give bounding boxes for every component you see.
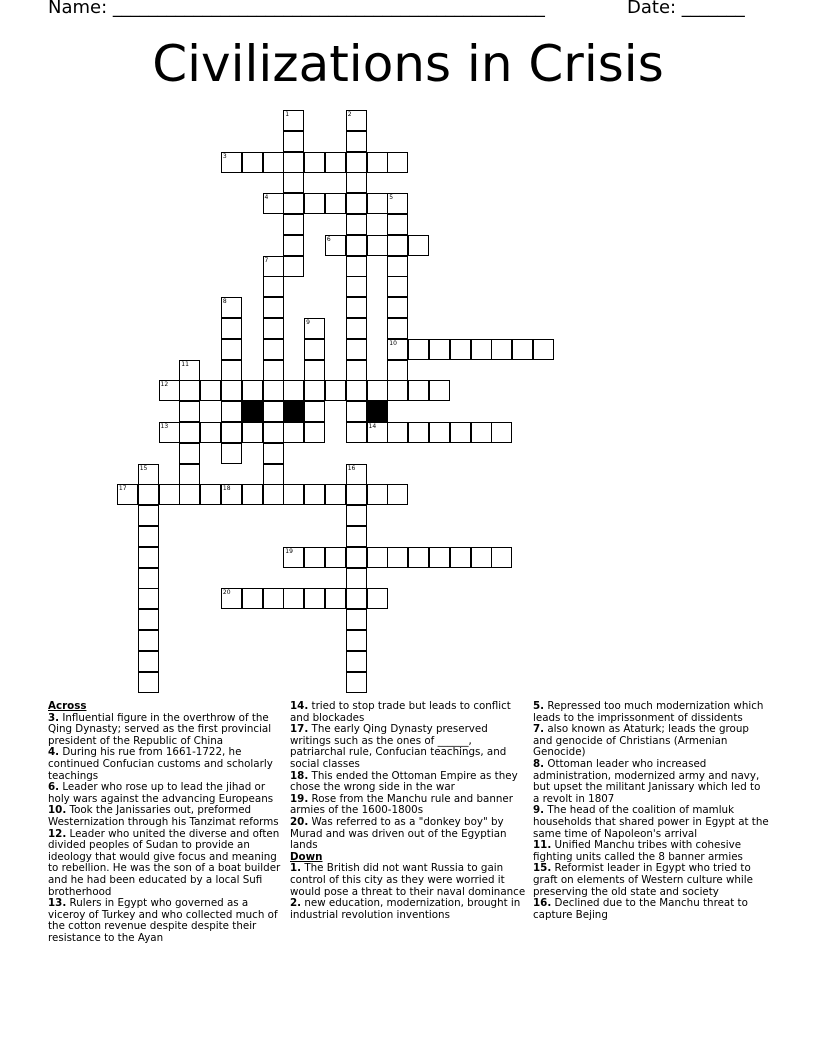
- clue-number: 2.: [290, 897, 302, 910]
- answer-cell[interactable]: [179, 360, 200, 381]
- down-clue: [533, 759, 769, 805]
- answer-cell[interactable]: [346, 651, 367, 672]
- clue-number: 5: [389, 194, 394, 202]
- answer-cell[interactable]: [346, 152, 367, 173]
- across-clue: [48, 782, 284, 805]
- answer-cell[interactable]: [325, 484, 346, 505]
- answer-cell[interactable]: [221, 380, 242, 401]
- clue-text: tried to stop trade but leads to conflict and blockades: [290, 700, 511, 724]
- date-field-label: Date: _______: [627, 0, 745, 18]
- clue-number: 17: [118, 485, 127, 493]
- answer-cell[interactable]: [346, 131, 367, 152]
- answer-cell[interactable]: [221, 339, 242, 360]
- answer-cell[interactable]: [263, 297, 284, 318]
- clue-number: 13: [160, 423, 169, 430]
- answer-cell[interactable]: [138, 484, 159, 505]
- answer-cell[interactable]: [283, 152, 304, 173]
- down-clue: [533, 701, 769, 724]
- answer-cell[interactable]: [242, 484, 263, 505]
- answer-cell[interactable]: [387, 547, 408, 568]
- clue-number: 18.: [290, 769, 309, 782]
- answer-cell[interactable]: [346, 505, 367, 526]
- answer-cell[interactable]: [325, 588, 346, 609]
- answer-cell[interactable]: [283, 380, 304, 401]
- answer-cell[interactable]: [179, 484, 200, 505]
- clue-number: 14.: [290, 700, 309, 712]
- clue-number: 4.: [48, 746, 60, 759]
- answer-cell[interactable]: [408, 547, 429, 568]
- answer-cell[interactable]: [138, 526, 159, 547]
- answer-cell[interactable]: [367, 235, 388, 256]
- clue-text: The British did not want Russia to gain control of this city as they were worried it would pose a threat to their naval dominance: [290, 862, 526, 898]
- answer-cell[interactable]: [429, 547, 450, 568]
- answer-cell[interactable]: [221, 318, 242, 339]
- answer-cell[interactable]: [346, 672, 367, 693]
- clue-number: 2: [347, 111, 352, 118]
- clue-text: Influential figure in the overthrow of the Qing Dynasty; served as the first provincial president of the Republic of China: [48, 711, 272, 747]
- answer-cell[interactable]: [346, 422, 367, 443]
- down-clue: [533, 724, 769, 759]
- answer-cell[interactable]: [242, 152, 263, 173]
- answer-cell[interactable]: [221, 422, 242, 443]
- answer-cell[interactable]: [179, 380, 200, 401]
- page-title: Civilizations in Crisis: [152, 35, 664, 93]
- answer-cell[interactable]: [346, 588, 367, 609]
- answer-cell[interactable]: [304, 360, 325, 381]
- clue-number: 7.: [533, 723, 545, 736]
- answer-cell[interactable]: [179, 422, 200, 443]
- answer-cell[interactable]: [367, 380, 388, 401]
- across-clue: [290, 724, 526, 770]
- answer-cell[interactable]: [304, 152, 325, 173]
- clue-number: 12.: [48, 827, 67, 840]
- answer-cell[interactable]: [346, 401, 367, 422]
- clue-number: 9: [306, 319, 310, 326]
- answer-cell[interactable]: [304, 380, 325, 401]
- clue-number: 1.: [290, 862, 302, 875]
- answer-cell[interactable]: [325, 193, 346, 214]
- clue-number: 6.: [48, 781, 60, 794]
- answer-cell[interactable]: [179, 401, 200, 422]
- answer-cell[interactable]: [387, 297, 408, 318]
- answer-cell[interactable]: [408, 422, 429, 443]
- answer-cell[interactable]: [367, 422, 388, 443]
- clue-text: Reformist leader in Egypt who tried to graft on elements of Western culture while preserving the old state and society: [533, 862, 753, 898]
- answer-cell[interactable]: [138, 651, 159, 672]
- answer-cell[interactable]: [138, 464, 159, 485]
- answer-cell[interactable]: [283, 235, 304, 256]
- answer-cell[interactable]: [179, 464, 200, 485]
- across-clue: [48, 898, 284, 944]
- answer-cell[interactable]: [325, 380, 346, 401]
- answer-cell[interactable]: [346, 256, 367, 277]
- answer-cell[interactable]: [263, 256, 284, 277]
- answer-cell[interactable]: [263, 339, 284, 360]
- answer-cell[interactable]: [283, 131, 304, 152]
- clues-column-2: [290, 701, 526, 921]
- answer-cell[interactable]: [387, 422, 408, 443]
- clue-text: Took the Janissaries out, preformed Westernization through his Tanzimat reforms: [48, 804, 279, 828]
- answer-cell[interactable]: [304, 484, 325, 505]
- answer-cell[interactable]: [263, 443, 284, 464]
- answer-cell[interactable]: [304, 401, 325, 422]
- answer-cell[interactable]: [200, 380, 221, 401]
- clue-number: 13.: [48, 897, 67, 910]
- answer-cell[interactable]: [346, 110, 367, 131]
- clue-section-heading: Across: [48, 700, 87, 712]
- answer-cell[interactable]: [387, 484, 408, 505]
- clue-text: Rose from the Manchu rule and banner armies of the 1600-1800s: [290, 792, 513, 817]
- answer-cell[interactable]: [221, 401, 242, 422]
- answer-cell[interactable]: [471, 547, 492, 568]
- down-clue: [533, 863, 769, 898]
- answer-cell[interactable]: [159, 380, 180, 401]
- across-clue: [290, 817, 526, 852]
- clue-number: 8.: [533, 757, 545, 770]
- answer-cell[interactable]: [263, 193, 284, 214]
- clue-text: Ottoman leader who increased administration, modernized army and navy, but upset the militant Janissary which led to a revolt in 1807: [533, 757, 761, 805]
- answer-cell[interactable]: [346, 276, 367, 297]
- answer-cell[interactable]: [387, 318, 408, 339]
- answer-cell[interactable]: [408, 380, 429, 401]
- answer-cell[interactable]: [263, 318, 284, 339]
- answer-cell[interactable]: [346, 630, 367, 651]
- answer-cell[interactable]: [283, 214, 304, 235]
- answer-cell[interactable]: [138, 588, 159, 609]
- answer-cell[interactable]: [263, 152, 284, 173]
- answer-cell[interactable]: [283, 547, 304, 568]
- clue-number: 10.: [48, 804, 67, 817]
- clue-number: 15: [139, 464, 148, 472]
- answer-cell[interactable]: [512, 339, 533, 360]
- answer-cell[interactable]: [346, 193, 367, 214]
- answer-cell[interactable]: [387, 256, 408, 277]
- clue-number: 17.: [290, 723, 309, 736]
- clue-number: 4: [264, 194, 269, 202]
- answer-cell[interactable]: [346, 318, 367, 339]
- answer-cell[interactable]: [367, 152, 388, 173]
- answer-cell[interactable]: [346, 609, 367, 630]
- down-clue: [533, 840, 769, 863]
- clue-number: 14: [368, 423, 377, 430]
- answer-cell[interactable]: [387, 152, 408, 173]
- answer-cell[interactable]: [408, 339, 429, 360]
- answer-cell[interactable]: [263, 588, 284, 609]
- black-square: [283, 401, 304, 422]
- answer-cell[interactable]: [387, 214, 408, 235]
- answer-cell[interactable]: [346, 235, 367, 256]
- answer-cell[interactable]: [491, 547, 512, 568]
- answer-cell[interactable]: [221, 152, 242, 173]
- answer-cell[interactable]: [200, 422, 221, 443]
- clue-text: new education, modernization, brought in industrial revolution inventions: [290, 897, 521, 921]
- answer-cell[interactable]: [367, 588, 388, 609]
- clue-text: Was referred to as a "donkey boy" by Murad and was driven out of the Egyptian lands: [290, 815, 507, 852]
- answer-cell[interactable]: [221, 484, 242, 505]
- clue-number: 9.: [533, 804, 545, 817]
- clue-text: Leader who rose up to lead the jihad or holy wars against the advancing Europeans: [48, 781, 274, 805]
- answer-cell[interactable]: [283, 172, 304, 193]
- answer-cell[interactable]: [387, 380, 408, 401]
- clue-number: 10: [389, 339, 397, 347]
- answer-cell[interactable]: [387, 193, 408, 214]
- answer-cell[interactable]: [387, 235, 408, 256]
- answer-cell[interactable]: [304, 547, 325, 568]
- answer-cell[interactable]: [138, 630, 159, 651]
- clue-number: 19.: [290, 792, 309, 805]
- across-clue: [48, 713, 284, 748]
- answer-cell[interactable]: [367, 484, 388, 505]
- down-clue: [290, 898, 526, 921]
- clue-number: 18: [222, 485, 231, 493]
- clue-section-heading: Down: [290, 850, 323, 863]
- answer-cell[interactable]: [263, 401, 284, 422]
- answer-cell[interactable]: [346, 464, 367, 485]
- clue-text: This ended the Ottoman Empire as they chose the wrong side in the war: [290, 769, 518, 794]
- answer-cell[interactable]: [346, 297, 367, 318]
- answer-cell[interactable]: [346, 380, 367, 401]
- clue-number: 11: [181, 360, 189, 368]
- clue-number: 12: [160, 381, 169, 389]
- answer-cell[interactable]: [408, 235, 429, 256]
- answer-cell[interactable]: [346, 339, 367, 360]
- answer-cell[interactable]: [304, 588, 325, 609]
- answer-cell[interactable]: [471, 339, 492, 360]
- clue-number: 20.: [290, 815, 309, 828]
- clue-number: 6: [326, 235, 331, 243]
- answer-cell[interactable]: [159, 484, 180, 505]
- answer-cell[interactable]: [283, 588, 304, 609]
- clue-text: Unified Manchu tribes with cohesive fighting units called the 8 banner armies: [533, 839, 743, 863]
- clue-number: 5.: [533, 700, 545, 712]
- clue-number: 7: [264, 256, 269, 264]
- answer-cell[interactable]: [138, 547, 159, 568]
- clue-number: 3: [222, 152, 227, 160]
- answer-cell[interactable]: [304, 422, 325, 443]
- answer-cell[interactable]: [346, 360, 367, 381]
- down-clue: [290, 863, 526, 898]
- clues-column-3: [533, 701, 769, 921]
- black-square: [367, 401, 388, 422]
- answer-cell[interactable]: [533, 339, 554, 360]
- across-clue: [48, 829, 284, 899]
- clue-text: Declined due to the Manchu threat to capture Bejing: [533, 897, 748, 921]
- clue-number: 19: [285, 547, 293, 555]
- answer-cell[interactable]: [429, 339, 450, 360]
- answer-cell[interactable]: [283, 484, 304, 505]
- answer-cell[interactable]: [263, 422, 284, 443]
- answer-cell[interactable]: [304, 339, 325, 360]
- clue-text: The head of the coalition of mamluk households that shared power in Egypt at the same time of Napoleon's arrival: [533, 804, 769, 840]
- answer-cell[interactable]: [263, 276, 284, 297]
- answer-cell[interactable]: [346, 172, 367, 193]
- clue-text: Rulers in Egypt who governed as a viceroy of Turkey and who collected much of the cotton revenue despite despite their resistance to the Ayan: [48, 897, 278, 944]
- answer-cell[interactable]: [242, 422, 263, 443]
- answer-cell[interactable]: [450, 547, 471, 568]
- answer-cell[interactable]: [325, 547, 346, 568]
- answer-cell[interactable]: [325, 235, 346, 256]
- answer-cell[interactable]: [429, 422, 450, 443]
- clue-number: 20: [222, 589, 231, 597]
- answer-cell[interactable]: [367, 193, 388, 214]
- clue-text: also known as Ataturk; leads the group and genocide of Christians (Armenian Genocide): [533, 723, 749, 759]
- clue-text: During his rue from 1661-1722, he continued Confucian customs and scholarly teachings: [48, 746, 273, 782]
- down-clue: [533, 805, 769, 840]
- answer-cell[interactable]: [283, 193, 304, 214]
- clues-column-1: [48, 701, 284, 944]
- across-clue: [48, 805, 284, 828]
- answer-cell[interactable]: [367, 547, 388, 568]
- answer-cell[interactable]: [346, 568, 367, 589]
- answer-cell[interactable]: [159, 422, 180, 443]
- answer-cell[interactable]: [387, 339, 408, 360]
- across-clue: [290, 794, 526, 817]
- clue-number: 16.: [533, 897, 552, 910]
- across-clue: [290, 771, 526, 794]
- answer-cell[interactable]: [387, 276, 408, 297]
- black-square: [242, 401, 263, 422]
- answer-cell[interactable]: [221, 588, 242, 609]
- clue-text: Leader who united the diverse and often divided peoples of Sudan to provide an ideology that would give focus and meaning to rebellion. He was the son of a boat builder and he had been educated by a local Sufi brotherhood: [48, 827, 281, 898]
- answer-cell[interactable]: [179, 443, 200, 464]
- answer-cell[interactable]: [325, 152, 346, 173]
- answer-cell[interactable]: [138, 672, 159, 693]
- answer-cell[interactable]: [346, 547, 367, 568]
- clue-number: 16: [347, 464, 356, 472]
- answer-cell[interactable]: [471, 422, 492, 443]
- answer-cell[interactable]: [346, 526, 367, 547]
- answer-cell[interactable]: [283, 422, 304, 443]
- answer-cell[interactable]: [346, 214, 367, 235]
- answer-cell[interactable]: [429, 380, 450, 401]
- answer-cell[interactable]: [304, 193, 325, 214]
- answer-cell[interactable]: [221, 443, 242, 464]
- answer-cell[interactable]: [200, 484, 221, 505]
- down-clue: [533, 898, 769, 921]
- across-clue: [48, 747, 284, 782]
- answer-cell[interactable]: [138, 568, 159, 589]
- answer-cell[interactable]: [283, 256, 304, 277]
- answer-cell[interactable]: [138, 609, 159, 630]
- answer-cell[interactable]: [117, 484, 138, 505]
- clue-text: Repressed too much modernization which leads to the imprissonment of dissidents: [533, 700, 764, 724]
- answer-cell[interactable]: [263, 380, 284, 401]
- answer-cell[interactable]: [283, 110, 304, 131]
- answer-cell[interactable]: [263, 360, 284, 381]
- answer-cell[interactable]: [263, 484, 284, 505]
- answer-cell[interactable]: [346, 484, 367, 505]
- clue-number: 8: [222, 298, 227, 306]
- answer-cell[interactable]: [242, 380, 263, 401]
- answer-cell[interactable]: [263, 464, 284, 485]
- clue-number: 1: [285, 111, 290, 118]
- clue-number: 3.: [48, 711, 60, 724]
- answer-cell[interactable]: [450, 422, 471, 443]
- clue-number: 11.: [533, 839, 552, 852]
- name-field-label: Name: ________________________________________________: [48, 0, 545, 18]
- answer-cell[interactable]: [450, 339, 471, 360]
- answer-cell[interactable]: [138, 505, 159, 526]
- answer-cell[interactable]: [242, 588, 263, 609]
- answer-cell[interactable]: [491, 422, 512, 443]
- answer-cell[interactable]: [387, 360, 408, 381]
- answer-cell[interactable]: [221, 360, 242, 381]
- answer-cell[interactable]: [491, 339, 512, 360]
- answer-cell[interactable]: [221, 297, 242, 318]
- across-clue: [290, 701, 526, 724]
- answer-cell[interactable]: [304, 318, 325, 339]
- clue-text: The early Qing Dynasty preserved writings such as the ones of ______, patriarchal rule, Confucian teachings, and social classes: [290, 723, 507, 770]
- clue-number: 15.: [533, 862, 552, 875]
